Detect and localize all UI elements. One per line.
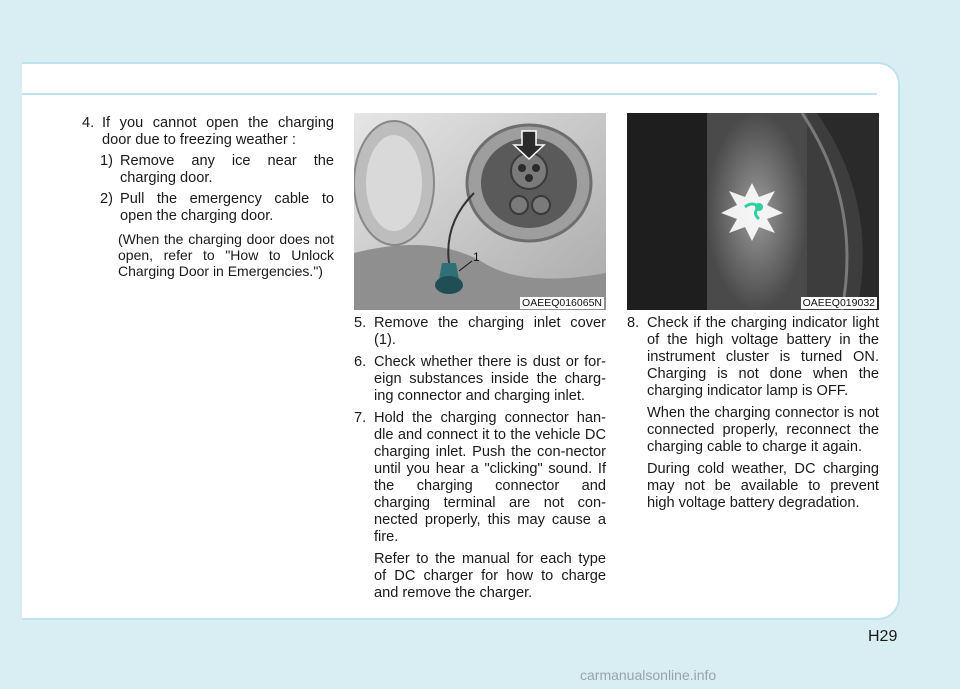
step-8-paragraph-2: During cold weather, DC charging may not be available to prevent high voltage battery degradation. [647,461,879,511]
step-4 [82,115,334,279]
step-5 [354,315,606,349]
figure-charging-indicator [627,113,879,310]
step-7 [354,410,606,546]
substep-1 [82,153,334,187]
step-4-number: 4. [82,115,95,131]
substep-2-number: 2) [100,191,113,207]
step-5-text: Remove the charging inlet cover (1). [374,315,606,348]
substep-1-number: 1) [100,153,113,169]
step-7-text: Hold the charging connector han-dle and connect it to the vehicle DC charging inlet. Push the con-nector until you hear a "clicking" sound. If the charging connector and charging terminal are not con-nected properly, this may cause a fire. [374,410,606,545]
step-8-number: 8. [627,315,640,331]
step-4-note: (When the charging door does not open, refer to "How to Unlock Charging Door in Emergencies.") [118,231,334,279]
left-column [82,115,334,284]
charging-inlet-illustration [354,113,606,310]
step-5-number: 5. [354,315,367,331]
substep-1-text: Remove any ice near the charging door. [120,153,334,186]
figure-code-1: OAEEQ016065N [522,297,602,309]
middle-column [354,315,606,602]
page-number: H29 [868,628,898,645]
top-rule [22,93,877,95]
charging-indicator-illustration [627,113,879,310]
step-8-text: Check if the charging indicator light of the high voltage battery in the instrument cluster is turned ON. Charging is not done when the charging indicator lamp is OFF. [647,315,879,399]
step-7-paragraph: Refer to the manual for each type of DC charger for how to charge and remove the charger. [374,551,606,601]
figure-code-2: OAEEQ019032 [802,297,875,309]
step-6-number: 6. [354,354,367,370]
step-8-paragraph-1: When the charging connector is not connected properly, reconnect the charging cable to charge it again. [647,405,879,455]
right-column [627,315,879,512]
figure-charging-inlet [354,113,606,310]
watermark: carmanualsonline.info [580,667,717,683]
step-4-text: If you cannot open the charging door due to freezing weather : [102,115,334,148]
step-6-text: Check whether there is dust or for-eign substances inside the charg-ing connector and charging inlet. [374,354,606,404]
step-8 [627,315,879,400]
step-6 [354,354,606,405]
substep-2-text: Pull the emergency cable to open the charging door. [120,191,334,224]
figure-callout-1: 1 [473,250,480,264]
step-7-number: 7. [354,410,367,426]
substep-2 [82,191,334,225]
